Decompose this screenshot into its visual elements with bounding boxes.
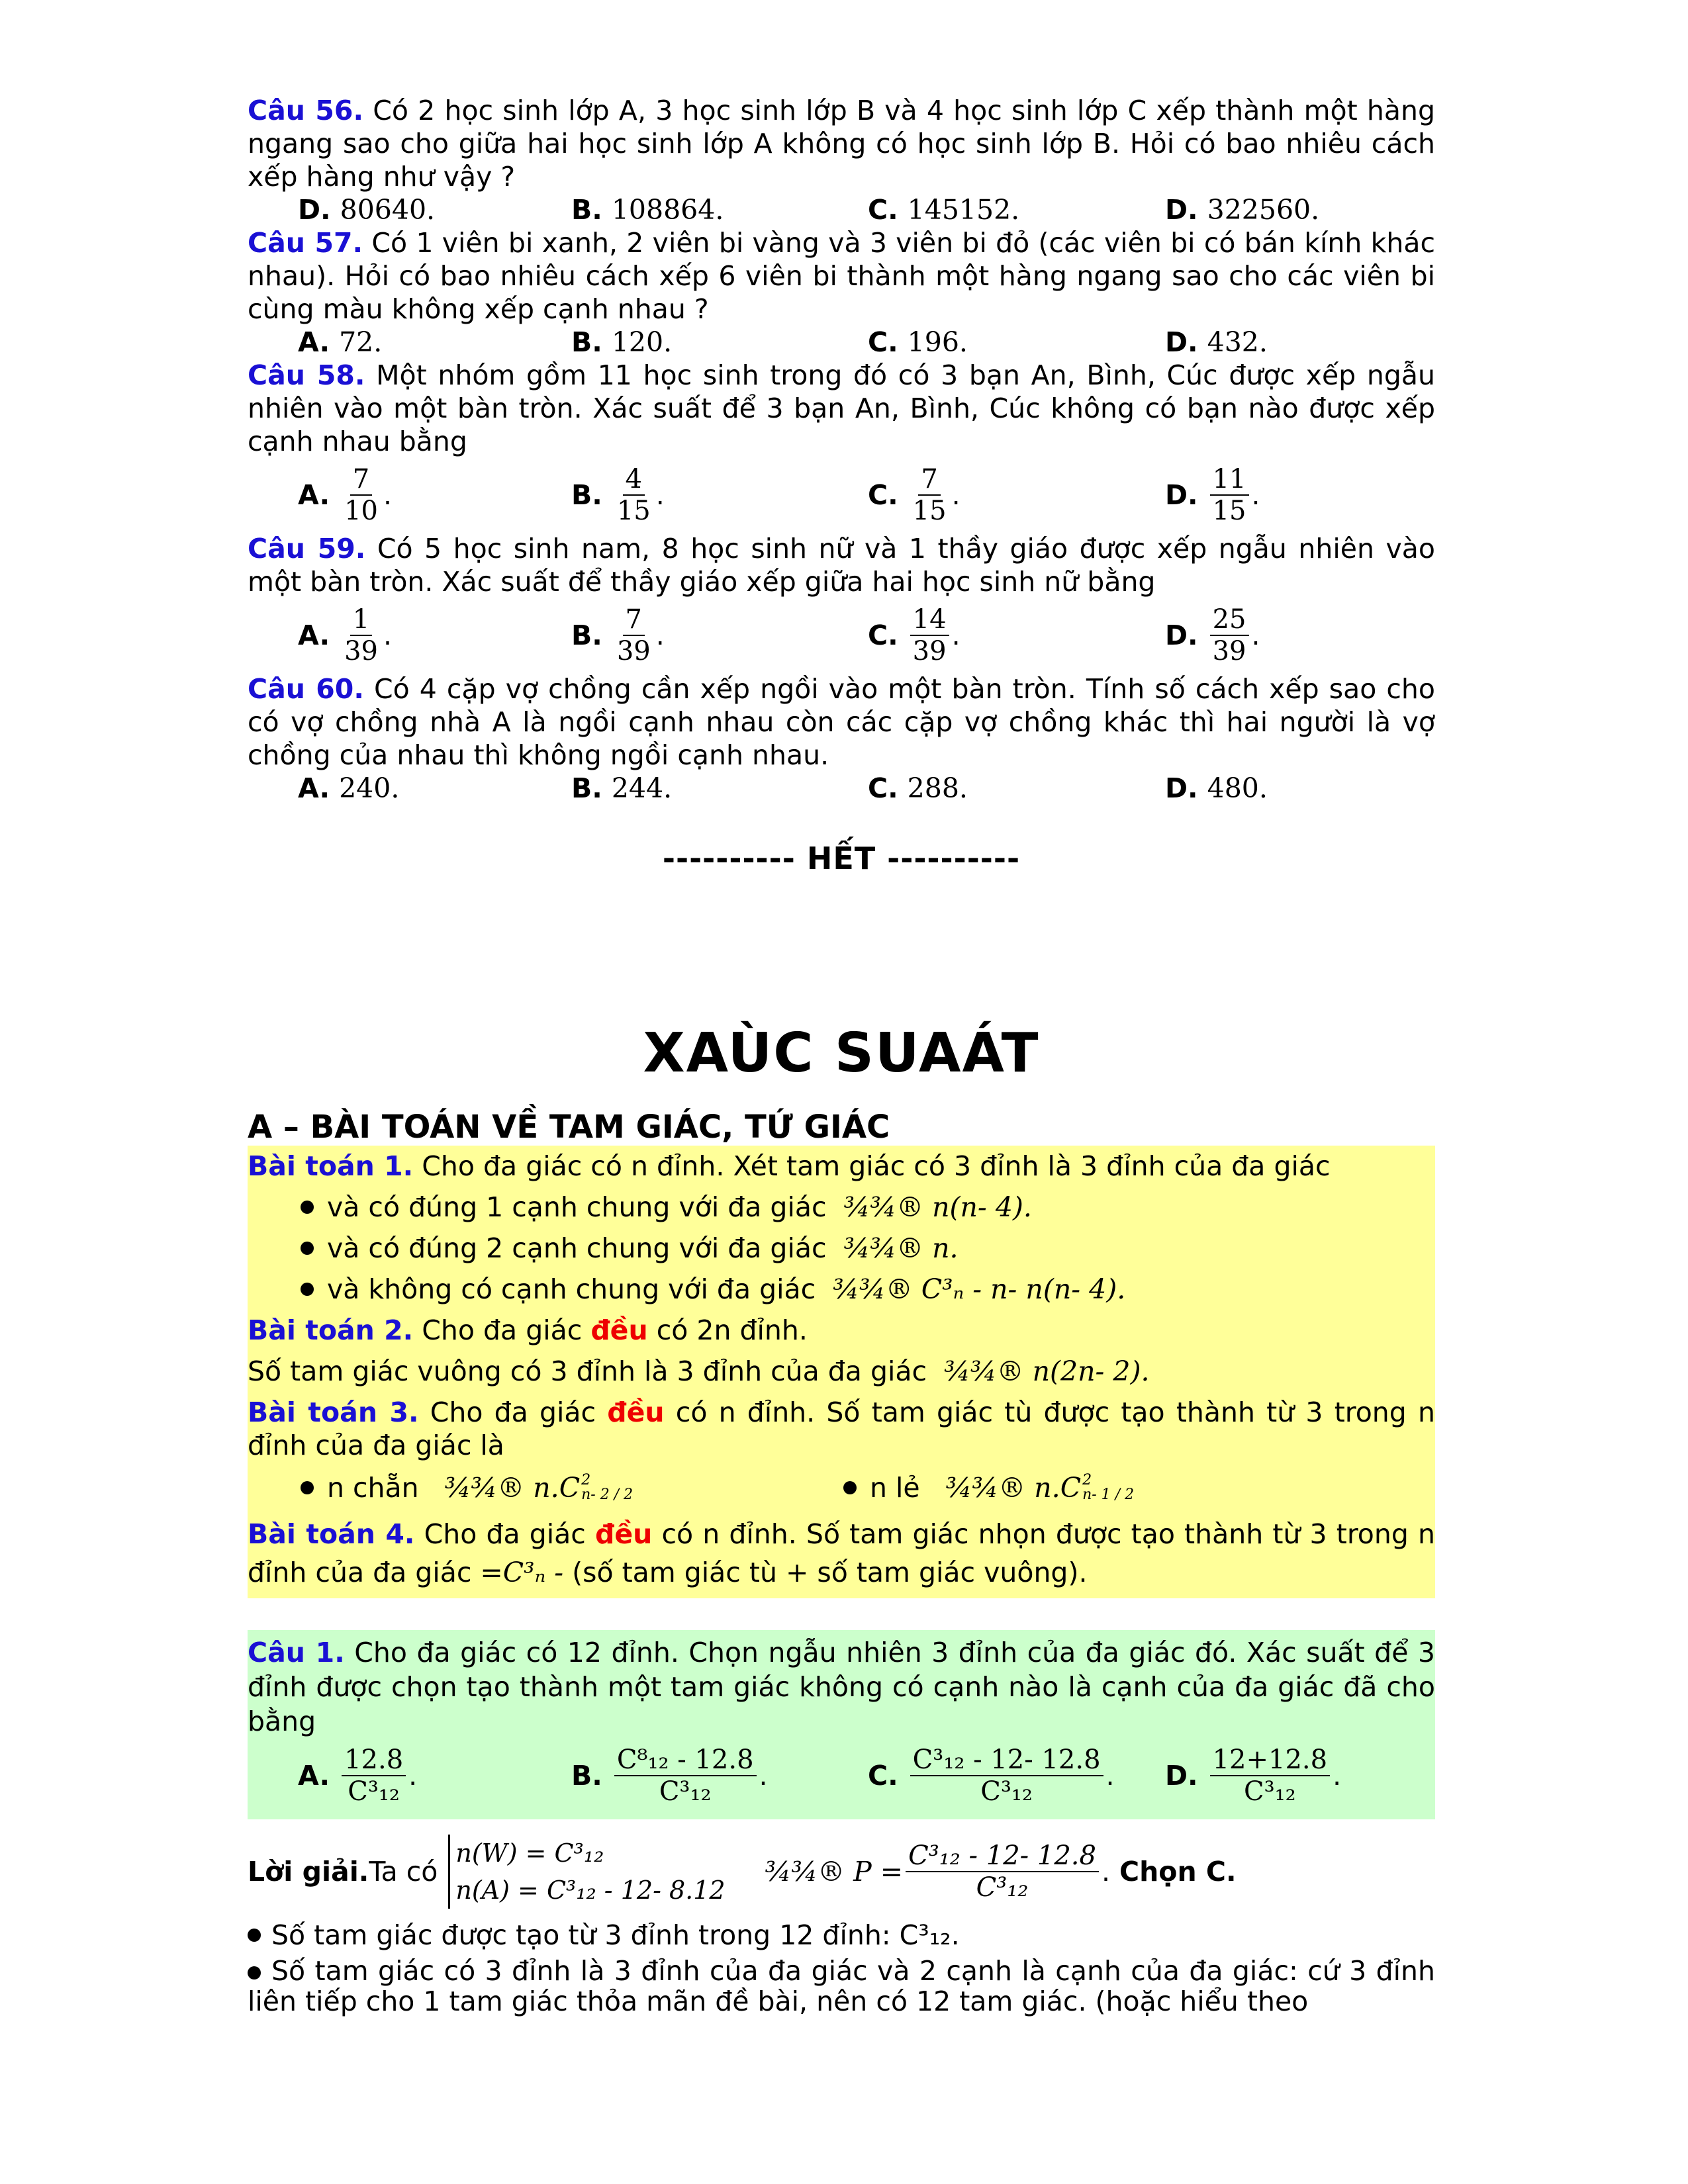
bullet-item: và không có cạnh chung với đa giác ¾¾® C³ₙ - n- n(n- 4). [248, 1269, 1435, 1310]
bullet-icon [301, 1481, 314, 1494]
bai-toan-3: Bài toán 3. Cho đa giác đều có n đỉnh. Số tam giác tù được tạo thành từ 3 trong n đỉnh của đa giác là [248, 1396, 1435, 1461]
fraction: $\frac{4}{15}$ [616, 464, 651, 526]
bai-toan-1: Bài toán 1. Cho đa giác có n đỉnh. Xét tam giác có 3 đỉnh là 3 đỉnh của đa giác [248, 1150, 1331, 1182]
option-c[interactable]: C. 145152. [868, 194, 1020, 226]
option-c[interactable]: C. 288. [868, 772, 968, 804]
question-58 [248, 359, 1435, 458]
even-case: n chẵn ¾¾® n.C 2 n- 2 / 2 [248, 1471, 633, 1504]
fraction: $\frac{14}{39}$ [910, 604, 949, 666]
bullet-icon [248, 1966, 261, 1979]
solution: Lời giải. Ta có n(W) = C³₁₂ n(A) = C³₁₂ - 12- 8.12 ¾¾® P = $\frac{\text{C³₁₂ - 12- 12.8}}{\text{C³₁₂}}$ . Chọn C. [248, 1829, 1435, 1915]
question-57 [248, 226, 1435, 326]
fraction: $\frac{7}{10}$ [344, 464, 378, 526]
cau-1: Câu 1. Cho đa giác có 12 đỉnh. Chọn ngẫu nhiên 3 đỉnh của đa giác đó. Xác suất để 3 đỉnh được chọn tạo thành một tam giác không có cạnh nào là cạnh của đa giác đã cho bằng [248, 1637, 1435, 1737]
question-label: Câu 59. [248, 533, 366, 565]
subscript: 2 n- 1 / 2 [1082, 1472, 1135, 1503]
option-a[interactable]: A. $\frac{7}{10}$ . [298, 464, 393, 526]
solution-bullet: Số tam giác được tạo từ 3 đỉnh trong 12 đỉnh: C³₁₂. [248, 1919, 1435, 1952]
option-b[interactable]: B. $\frac{7}{39}$ . [571, 604, 665, 666]
odd-case: n lẻ ¾¾® n.C 2 n- 1 / 2 [843, 1471, 1134, 1504]
fraction: $\frac{7}{15}$ [912, 464, 947, 526]
bullet-item: và có đúng 2 cạnh chung với đa giác ¾¾® n. [248, 1228, 1435, 1269]
options-c1 [248, 1739, 1435, 1813]
options-57 [248, 326, 1435, 359]
option-c[interactable]: C. $\frac{14}{39}$ . [868, 604, 961, 666]
section-heading: A – BÀI TOÁN VỀ TAM GIÁC, TỨ GIÁC [248, 1109, 890, 1146]
bullet-icon [248, 1929, 261, 1942]
question-text: Có 4 cặp vợ chồng cần xếp ngồi vào một bàn tròn. Tính số cách xếp sao cho có vợ chồng nhà A là ngồi cạnh nhau còn các cặp vợ chồng khác thì hai người là vợ chồng của nhau thì không ngồi cạnh nhau. [248, 673, 1435, 771]
fraction: $\frac{25}{39}$ [1210, 604, 1249, 666]
question-box [248, 1630, 1435, 1819]
fraction: $\frac{12+12.8}{\text{C³₁₂}}$ [1210, 1745, 1330, 1807]
options-56 [248, 193, 1435, 226]
question-56 [248, 94, 1435, 193]
bullet-icon [301, 1283, 314, 1296]
option-b[interactable]: B. 120. [571, 326, 673, 358]
equation-system: n(W) = C³₁₂ n(A) = C³₁₂ - 12- 8.12 [448, 1835, 725, 1909]
option-a[interactable]: A. $\frac{1}{39}$ . [298, 604, 393, 666]
subscript: 2 n- 2 / 2 [581, 1472, 633, 1503]
option-b[interactable]: B. $\frac{4}{15}$ . [571, 464, 665, 526]
option-a[interactable]: A. $\frac{12.8}{\text{C³₁₂}}$ . [298, 1745, 418, 1807]
option-b[interactable]: B. 108864. [571, 194, 724, 226]
options-60 [248, 772, 1435, 805]
bai-toan-4: Bài toán 4. Cho đa giác đều có n đỉnh. Số tam giác nhọn được tạo thành từ 3 trong n đỉnh của đa giác =C³ₙ - (số tam giác tù + số tam giác vuông). [248, 1518, 1436, 1588]
fraction: $\frac{11}{15}$ [1210, 464, 1249, 526]
bai-toan-3-cases [248, 1462, 1435, 1515]
question-59 [248, 532, 1435, 598]
bullet-icon [301, 1201, 314, 1214]
option-c[interactable]: C. $\frac{\text{C³₁₂ - 12- 12.8}}{\text{C³₁₂}}$ . [868, 1745, 1115, 1807]
option-c[interactable]: C. 196. [868, 326, 968, 358]
option-d[interactable]: D. $\frac{12+12.8}{\text{C³₁₂}}$ . [1165, 1745, 1342, 1807]
fraction: $\frac{12.8}{\text{C³₁₂}}$ [342, 1745, 406, 1807]
option-b[interactable]: B. 244. [571, 772, 673, 804]
option-d[interactable]: D. $\frac{11}{15}$ . [1165, 464, 1260, 526]
solution-bullet: Số tam giác có 3 đỉnh là 3 đỉnh của đa giác và 2 cạnh là cạnh của đa giác: cứ 3 đỉnh liên tiếp cho 1 tam giác thỏa mãn đề bài, nên có 12 tam giác. (hoặc hiểu theo [248, 1955, 1435, 2017]
option-a[interactable]: A. 72. [298, 326, 383, 358]
fraction: $\frac{\text{C³₁₂ - 12- 12.8}}{\text{C³₁₂}}$ [906, 1841, 1099, 1903]
bullet-item: và có đúng 1 cạnh chung với đa giác ¾¾® n(n- 4). [248, 1187, 1435, 1228]
option-d[interactable]: D. 432. [1165, 326, 1268, 358]
question-label: Câu 58. [248, 359, 365, 391]
option-d[interactable]: D. 322560. [1165, 194, 1320, 226]
question-label: Câu 56. [248, 95, 364, 126]
page-title: XAÙC SUAÁT [643, 1022, 1040, 1085]
question-label: Câu 57. [248, 227, 363, 259]
option-d[interactable]: D. 480. [1165, 772, 1268, 804]
option-c[interactable]: C. $\frac{7}{15}$ . [868, 464, 961, 526]
bai-toan-2-line: Số tam giác vuông có 3 đỉnh là 3 đỉnh của đa giác ¾¾® n(2n- 2). [248, 1355, 1150, 1387]
option-a[interactable]: D. 80640. [298, 194, 436, 226]
question-text: Một nhóm gồm 11 học sinh trong đó có 3 bạn An, Bình, Cúc được xếp ngẫu nhiên vào một bàn tròn. Xác suất để 3 bạn An, Bình, Cúc không có bạn nào được xếp cạnh nhau bằng [248, 359, 1435, 457]
options-59 [248, 598, 1435, 672]
end-marker: ---------- HẾT ---------- [662, 841, 1021, 876]
question-text: Có 5 học sinh nam, 8 học sinh nữ và 1 thầy giáo được xếp ngẫu nhiên vào một bàn tròn. Xác suất để thầy giáo xếp giữa hai học sinh nữ bằng [248, 533, 1435, 598]
theory-box [248, 1146, 1435, 1598]
fraction: $\frac{1}{39}$ [344, 604, 378, 666]
option-a[interactable]: A. 240. [298, 772, 400, 804]
question-60 [248, 672, 1435, 772]
fraction: $\frac{\text{C⁸₁₂ - 12.8}}{\text{C³₁₂}}$ [614, 1745, 757, 1807]
question-label: Câu 60. [248, 673, 364, 705]
option-b[interactable]: B. $\frac{\text{C⁸₁₂ - 12.8}}{\text{C³₁₂}}$ . [571, 1745, 768, 1807]
options-58 [248, 458, 1435, 532]
fraction: $\frac{\text{C³₁₂ - 12- 12.8}}{\text{C³₁₂}}$ [910, 1745, 1103, 1807]
fraction: $\frac{7}{39}$ [616, 604, 651, 666]
question-text: Có 2 học sinh lớp A, 3 học sinh lớp B và 4 học sinh lớp C xếp thành một hàng ngang sao cho giữa hai học sinh lớp A không có học sinh lớp B. Hỏi có bao nhiêu cách xếp hàng như vậy ? [248, 95, 1435, 193]
bai-toan-2: Bài toán 2. Cho đa giác đều có 2n đỉnh. [248, 1314, 808, 1346]
question-text: Có 1 viên bi xanh, 2 viên bi vàng và 3 viên bi đỏ (các viên bi có bán kính khác nhau). Hỏi có bao nhiêu cách xếp 6 viên bi thành một hàng ngang sao cho các viên bi cùng màu không xếp cạnh nhau ? [248, 227, 1435, 325]
bullet-icon [301, 1242, 314, 1255]
option-d[interactable]: D. $\frac{25}{39}$ . [1165, 604, 1260, 666]
bullet-icon [843, 1481, 857, 1494]
document-page [248, 94, 1435, 2017]
